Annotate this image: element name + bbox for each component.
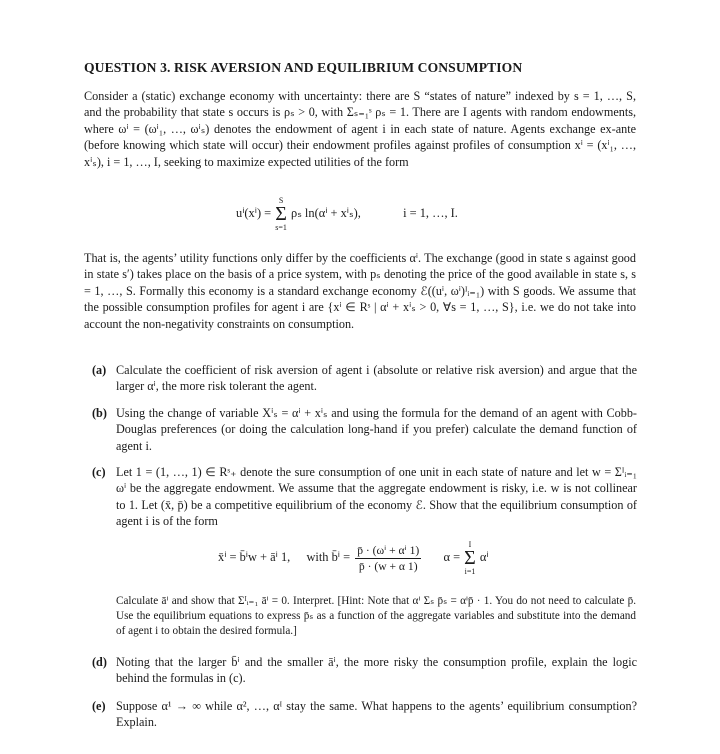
utility-equation xyxy=(236,196,458,232)
b-bar-fraction xyxy=(355,543,421,573)
part-e-label: (e) xyxy=(92,699,106,713)
part-d xyxy=(92,654,637,687)
part-e xyxy=(92,698,637,731)
part-a-label: (a) xyxy=(92,363,107,377)
part-c xyxy=(92,464,637,530)
part-a xyxy=(92,362,637,395)
part-a-text: Calculate the coefficient of risk aversion of agent i (absolute or relative risk aversion) and argue that the larger αⁱ, the more risk tolerant the agent. xyxy=(116,363,637,394)
eq-c-alpha-rhs: αⁱ xyxy=(479,549,489,564)
part-e-text: Suppose α¹ → ∞ while α², …, αᴵ stay the same. What happens to the agents’ equilibrium consumption? Explain. xyxy=(116,699,637,730)
part-c-text: Let 1 = (1, …, 1) ∈ Rˢ₊ denote the sure consumption of one unit in each state of nature and let w = Σᴵᵢ₌₁ ωⁱ be the aggregate endowment. We assume that the aggregate endowment is risky, i.e. w is not collinear to 1. Let (x̄, p̄) be a competitive equilibrium of the economy ℰ. Show that the equilibrium consumption of agent i is of the form xyxy=(116,465,637,529)
intro-paragraph: Consider a (static) exchange economy with uncertainty: there are S “states of nature” indexed by s = 1, …, S, and the probability that state s occurs is ρₛ > 0, with Σₛ₌₁ˢ ρₛ = 1. There are I agents with random endowments, where ωⁱ = (ωⁱ₁, …, ωⁱₛ) denotes the endowment of agent i in each state of nature. Agents exchange ex-ante (before knowing which state will occur) their endowment profiles against profiles of consumption xⁱ = (xⁱ₁, …, xⁱₛ), i = 1, …, I, seeking to maximize expected utilities of the form xyxy=(84,89,636,169)
part-b-label: (b) xyxy=(92,406,107,420)
b-bar-numerator: p̄ · (ωⁱ + αⁱ 1) xyxy=(357,544,420,557)
utility-rhs: ρₛ ln(αⁱ + xⁱₛ), xyxy=(291,205,361,220)
utility-index: i = 1, …, I. xyxy=(403,205,458,220)
b-bar-denominator: p̄ · (w + α 1) xyxy=(358,560,418,573)
summation-symbol: I Σ i=1 xyxy=(464,540,476,576)
part-d-text: Noting that the larger b̄ⁱ and the smaller āⁱ, the more risky the consumption profile, explain the logic behind the formulas in (c). xyxy=(116,655,637,686)
eq-c-alpha: α = xyxy=(443,549,461,564)
eq-c-main: x̄ⁱ = b̄ⁱw + āⁱ 1, xyxy=(218,549,291,564)
part-d-label: (d) xyxy=(92,655,107,669)
part-b xyxy=(92,405,637,454)
summation-symbol: S Σ s=1 xyxy=(275,196,287,232)
part-c-followup: Calculate āⁱ and show that Σᴵᵢ₌₁ āⁱ = 0. Interpret. [Hint: Note that αⁱ Σₛ p̄ₛ = αⁱp̄ · 1. You do not need to calculate p̄. Use the equilibrium equations to express p̄ₛ as a function of the aggregate variables and substitute into the demand of agent i to obtain the desired formula.] xyxy=(116,595,636,637)
part-c-label: (c) xyxy=(92,465,106,479)
price-system-paragraph: That is, the agents’ utility functions only differ by the coefficients αⁱ. The exchange (good in state s against good in state s′) takes place on the basis of a price system, with pₛ denoting the price of the good available in state s, s = 1, …, S. Formally this economy is a standard exchange economy ℰ((uⁱ, ωⁱ)ᴵᵢ₌₁) with S goods. We assume that the possible consumption profiles for agent i are {xⁱ ∈ Rˢ | αⁱ + xⁱₛ > 0, ∀s = 1, …, S}, i.e. we do not take into account the non-negativity constraints on consumption. xyxy=(84,251,636,331)
question-heading: QUESTION 3. RISK AVERSION AND EQUILIBRIUM CONSUMPTION xyxy=(84,60,523,75)
eq-c-with: with b̄ⁱ = xyxy=(306,549,351,564)
utility-lhs: uⁱ(xⁱ) = xyxy=(236,205,272,220)
part-b-text: Using the change of variable Xⁱₛ = αⁱ + xⁱₛ and using the formula for the demand of an agent with Cobb-Douglas preferences (or doing the calculation long-hand if you prefer) calculate the demand function of agent i. xyxy=(116,406,637,453)
equilibrium-consumption-equation xyxy=(218,540,489,576)
